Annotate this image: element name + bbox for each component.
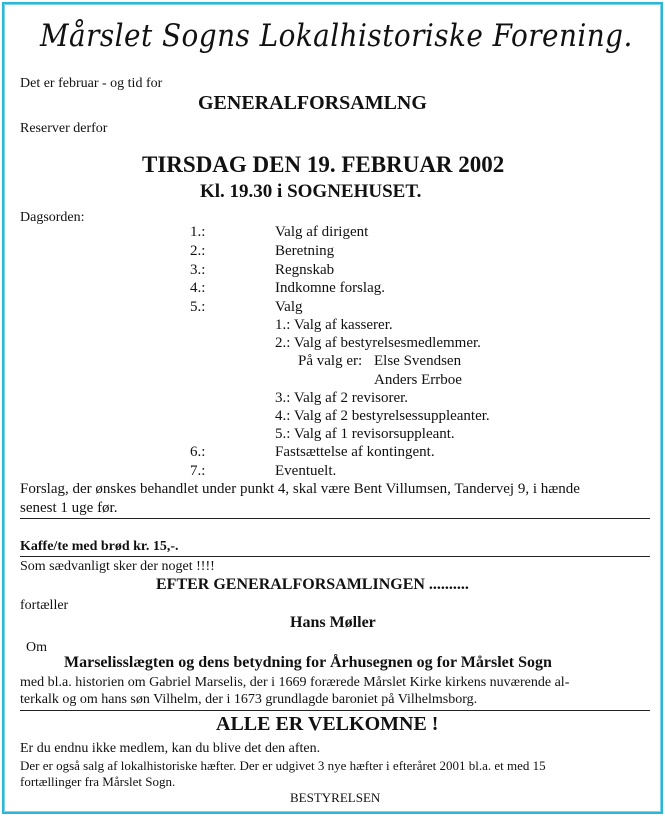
election-subitem: 2.: Valg af bestyrelsesmedlemmer.: [275, 335, 481, 351]
as-usual-text: Som sædvanligt sker der noget !!!!: [20, 559, 215, 574]
divider-line: [20, 518, 650, 519]
agenda-item-number: 2.:: [190, 243, 206, 259]
reserve-text: Reserver derfor: [20, 121, 108, 136]
signature: BESTYRELSEN: [290, 790, 381, 805]
election-subitem: 4.: Valg af 2 bestyrelsessuppleanter.: [275, 408, 490, 424]
tells-text: fortæller: [20, 598, 69, 613]
agenda-item-number: 4.:: [190, 280, 206, 296]
agenda-item-number: 3.:: [190, 262, 206, 278]
refreshments-text: Kaffe/te med brød kr. 15,-.: [20, 539, 179, 554]
agenda-item-text: Beretning: [275, 243, 335, 259]
candidate-name: Else Svendsen: [374, 353, 462, 369]
speaker-name: Hans Møller: [290, 614, 376, 631]
after-heading: EFTER GENERALFORSAMLINGEN ..........: [156, 576, 469, 593]
election-subitem: 3.: Valg af 2 revisorer.: [275, 390, 409, 406]
on-election-label: På valg er:: [298, 353, 363, 369]
sales-text: Der er også salg af lokalhistoriske hæfter. Der er udgivet 3 nye hæfter i efteråret 2001 bl.a. et med 15: [20, 758, 546, 773]
date-line: TIRSDAG DEN 19. FEBRUAR 2002: [142, 152, 505, 177]
candidate-name: Anders Errboe: [374, 372, 462, 388]
proposals-text: Forslag, der ønskes behandlet under punkt 4, skal være Bent Villumsen, Tandervej 9, i hænde: [20, 481, 580, 497]
proposals-deadline: senest 1 uge før.: [20, 500, 118, 516]
invitation-document: [2, 2, 663, 814]
talk-description: terkalk og om hans søn Vilhelm, der i 1673 grundlagde baroniet på Vilhelmsborg.: [20, 692, 478, 707]
event-title: GENERALFORSAMLNG: [198, 92, 427, 114]
agenda-item-number: 1.:: [190, 224, 206, 240]
association-title: Mårslet Sogns Lokalhistoriske Forening.: [40, 18, 633, 54]
talk-description: med bl.a. historien om Gabriel Marselis, der i 1669 forærede Mårslet Kirke kirkens nuværende al-: [20, 675, 570, 690]
agenda-item-text: Indkomne forslag.: [275, 280, 385, 296]
agenda-label: Dagsorden:: [20, 210, 85, 225]
agenda-item-number: 5.:: [190, 299, 206, 315]
election-subitem: 1.: Valg af kasserer.: [275, 317, 393, 333]
welcome-heading: ALLE ER VELKOMNE !: [216, 713, 439, 735]
agenda-item-text: Regnskab: [275, 262, 335, 278]
agenda-item-number: 7.:: [190, 463, 206, 479]
time-place: Kl. 19.30 i SOGNEHUSET.: [200, 181, 422, 202]
talk-topic: Marselisslægten og dens betydning for Århusegnen og for Mårslet Sogn: [64, 654, 552, 671]
agenda-item-text: Fastsættelse af kontingent.: [275, 444, 435, 460]
divider-line: [20, 710, 650, 711]
member-text: Er du endnu ikke medlem, kan du blive det den aften.: [20, 741, 321, 756]
divider-line: [20, 556, 650, 557]
agenda-item-text: Valg af dirigent: [275, 224, 369, 240]
intro-text: Det er februar - og tid for: [20, 76, 163, 91]
sales-text: fortællinger fra Mårslet Sogn.: [20, 774, 176, 789]
election-subitem: 5.: Valg af 1 revisorsuppleant.: [275, 426, 455, 442]
agenda-item-text: Eventuelt.: [275, 463, 337, 479]
about-text: Om: [26, 640, 47, 655]
agenda-item-text: Valg: [275, 299, 303, 315]
agenda-item-number: 6.:: [190, 444, 206, 460]
